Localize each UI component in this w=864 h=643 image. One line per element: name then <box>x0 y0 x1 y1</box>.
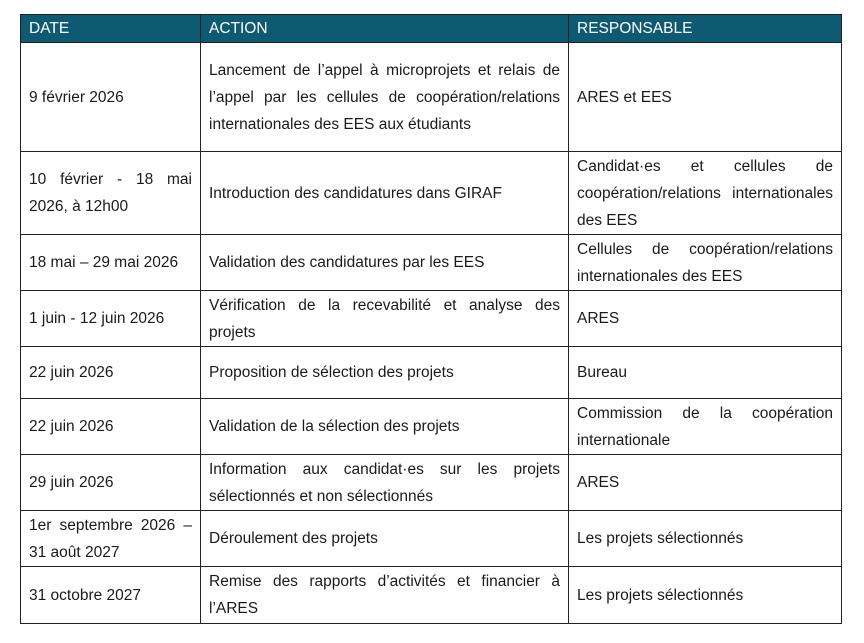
cell-date: 22 juin 2026 <box>21 399 201 455</box>
cell-action: Validation de la sélection des projets <box>201 399 569 455</box>
cell-responsable: Bureau <box>569 347 842 399</box>
cell-responsable: Candidat·es et cellules de coopération/relations internationales des EES <box>569 152 842 235</box>
cell-action: Déroulement des projets <box>201 511 569 567</box>
cell-action: Information aux candidat·es sur les projets sélectionnés et non sélectionnés <box>201 455 569 511</box>
table-row <box>21 43 842 152</box>
table-row <box>21 399 842 455</box>
cell-date: 10 février - 18 mai 2026, à 12h00 <box>21 152 201 235</box>
cell-date: 1er septembre 2026 – 31 août 2027 <box>21 511 201 567</box>
header-action: ACTION <box>201 15 569 43</box>
cell-action: Vérification de la recevabilité et analyse des projets <box>201 291 569 347</box>
cell-action: Introduction des candidatures dans GIRAF <box>201 152 569 235</box>
table-row <box>21 511 842 567</box>
cell-date: 29 juin 2026 <box>21 455 201 511</box>
cell-action: Lancement de l’appel à microprojets et relais de l’appel par les cellules de coopération/relations internationales des EES aux étudiants <box>201 43 569 152</box>
cell-responsable: Commission de la coopération internationale <box>569 399 842 455</box>
cell-responsable: ARES <box>569 455 842 511</box>
cell-responsable: ARES <box>569 291 842 347</box>
cell-date: 18 mai – 29 mai 2026 <box>21 235 201 291</box>
schedule-table <box>20 14 842 624</box>
table-row <box>21 291 842 347</box>
table-row <box>21 152 842 235</box>
table-row <box>21 235 842 291</box>
cell-action: Remise des rapports d’activités et financier à l’ARES <box>201 567 569 624</box>
cell-responsable: Les projets sélectionnés <box>569 567 842 624</box>
cell-date: 22 juin 2026 <box>21 347 201 399</box>
cell-responsable: Les projets sélectionnés <box>569 511 842 567</box>
header-date: DATE <box>21 15 201 43</box>
cell-date: 31 octobre 2027 <box>21 567 201 624</box>
cell-date: 1 juin - 12 juin 2026 <box>21 291 201 347</box>
table-row <box>21 347 842 399</box>
table-row <box>21 455 842 511</box>
cell-action: Validation des candidatures par les EES <box>201 235 569 291</box>
header-row <box>21 15 842 43</box>
cell-responsable: Cellules de coopération/relations internationales des EES <box>569 235 842 291</box>
cell-responsable: ARES et EES <box>569 43 842 152</box>
header-responsable: RESPONSABLE <box>569 15 842 43</box>
cell-action: Proposition de sélection des projets <box>201 347 569 399</box>
cell-date: 9 février 2026 <box>21 43 201 152</box>
table-row <box>21 567 842 624</box>
